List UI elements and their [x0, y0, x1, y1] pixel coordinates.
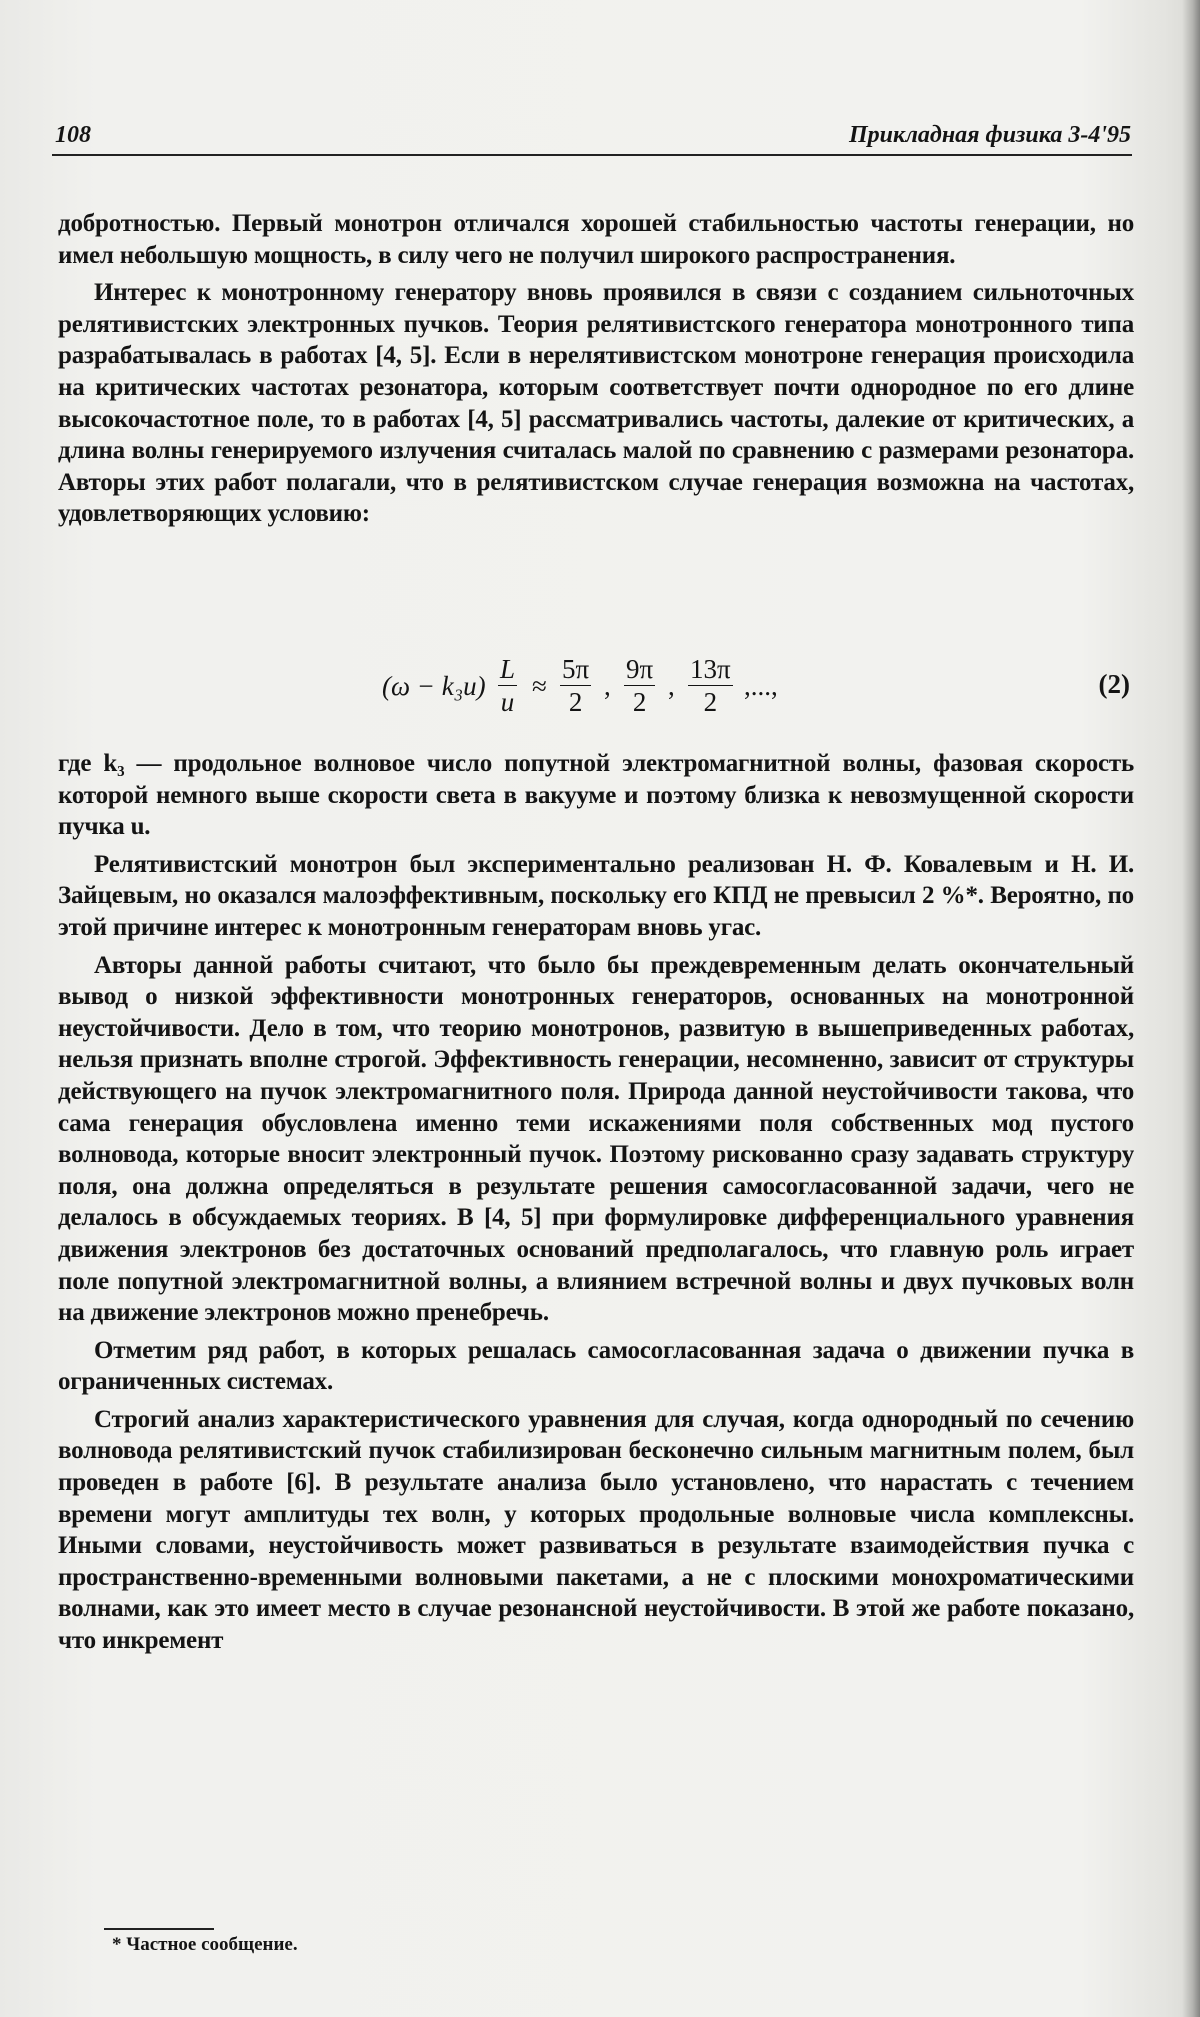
fraction-13pi-over-2	[688, 653, 733, 718]
fraction-denominator: 2	[632, 687, 647, 717]
formula-lhs: (ω − k₃u)	[382, 671, 486, 701]
header-rule	[52, 154, 1132, 156]
body-text-top	[58, 208, 1134, 536]
equation-2	[370, 645, 1130, 735]
approx-sign: ≈	[532, 671, 547, 701]
fraction-denominator: 2	[703, 687, 718, 717]
fraction-5pi-over-2	[560, 653, 591, 718]
fraction-numerator: 13π	[690, 654, 731, 684]
fraction-denominator: u	[500, 687, 515, 717]
paragraph: где k₃ — продольное волновое число попутной электромагнитной волны, фазовая скорость которой немного выше скорости света в вакууме и поэтому близка к невозмущенной скорости пучка u.	[58, 750, 1134, 841]
paragraph: добротностью. Первый монотрон отличался хорошей стабильностью частоты генерации, но имел небольшую мощность, в силу чего не получил широкого распространения.	[58, 210, 1134, 269]
paragraph: Релятивистский монотрон был экспериментально реализован Н. Ф. Ковалевым и Н. И. Зайцевым, но оказался малоэффективным, поскольку его КПД не превысил 2 %*. Вероятно, по этой причине интерес к монотронным генераторам вновь угас.	[58, 850, 1134, 941]
comma: ,	[668, 671, 675, 701]
paragraph: Отметим ряд работ, в которых решалась самосогласованная задача о движении пучка в ограниченных системах.	[58, 1336, 1134, 1396]
formula-tail: ,...,	[744, 671, 778, 701]
comma: ,	[604, 671, 611, 701]
fraction-numerator: L	[500, 654, 516, 684]
paragraph: Авторы данной работы считают, что было бы преждевременным делать окончательный вывод о низкой эффективности монотронных генераторов, основанных на монотронной неустойчивости. Дело в том, что теорию монотронов, развитую в вышеприведенных работах, нельзя признать вполне строгой. Эффективность генерации, несомненно, зависит от структуры действующего на пучок электромагнитного поля. Природа данной неустойчивости такова, что сама генерация обусловлена именно теми искажениями поля собственных мод пустого волновода, которые вносит электронный пучок. Поэтому рискованно сразу задавать структуру поля, она должна определяться в результате решения самосогласованной задачи, чего не делалось в обсуждаемых теориях. В [4, 5] при формулировке дифференциального уравнения движения электронов без достаточных оснований предполагалось, что главную роль играет поле попутной электромагнитной волны, а влиянием встречной волны и двух пучковых волн на движение электронов можно пренебречь.	[58, 951, 1134, 1327]
fraction-l-over-u	[498, 653, 517, 718]
running-header	[55, 118, 1131, 154]
fraction-numerator: 5π	[562, 654, 590, 684]
journal-title: Прикладная физика 3-4'95	[848, 122, 1131, 148]
paragraph: Интерес к монотронному генератору вновь проявился в связи с созданием сильноточных релятивистских электронных пучков. Теория релятивистского генератора монотронного типа разрабатывалась в работах [4, 5]. Если в нерелятивистском монотроне генерация происходила на критических частотах резонатора, которым соответствует почти однородное по его длине высокочастотное поле, то в работах [4, 5] рассматривались частоты, далекие от критических, а длина волны генерируемого излучения считалась малой по сравнению с размерами резонатора. Авторы этих работ полагали, что в релятивистском случае генерация возможна на частотах, удовлетворяющих условию:	[58, 279, 1134, 528]
page-number: 108	[55, 122, 91, 148]
equation-number: (2)	[1098, 669, 1130, 699]
fraction-numerator: 9π	[626, 654, 654, 684]
fraction-9pi-over-2	[624, 653, 655, 718]
paragraph: Строгий анализ характеристического уравнения для случая, когда однородный по сечению волновода релятивистский пучок стабилизирован бесконечно сильным магнитным полем, был проведен в работе [6]. В результате анализа было установлено, что нарастать с течением времени могут амплитуды тех волн, у которых продольные волновые числа комплексны. Иными словами, неустойчивость может развиваться в результате взаимодействия пучка с пространственно-временными волновыми пакетами, а не с плоскими монохроматическими волнами, как это имеет место в случае резонансной неустойчивости. В этой же работе показано, что инкремент	[58, 1405, 1134, 1655]
body-text-bottom	[58, 748, 1134, 1663]
footnote-rule	[104, 1928, 214, 1930]
fraction-denominator: 2	[568, 687, 583, 717]
page-edge-shadow	[1182, 0, 1200, 2017]
footnote: * Частное сообщение.	[112, 1934, 298, 1955]
